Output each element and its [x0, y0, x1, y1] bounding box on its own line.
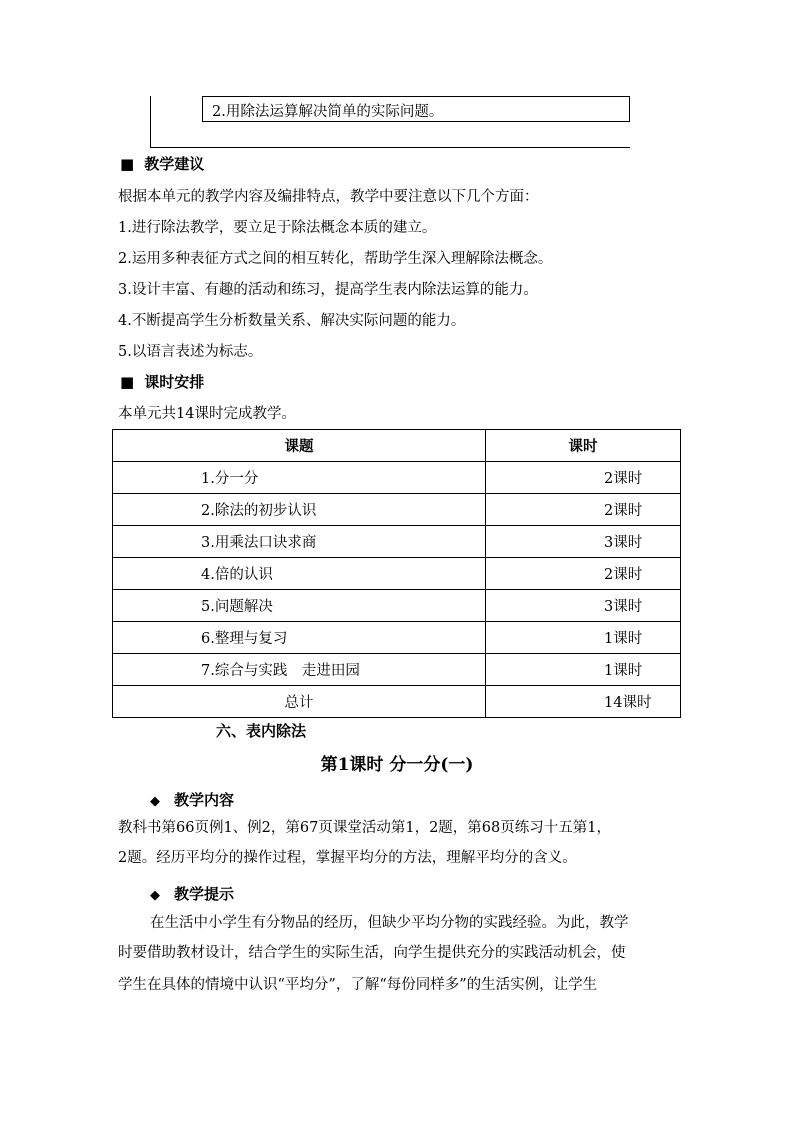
table-header-row — [113, 430, 681, 462]
hours-cell: 3课时 — [486, 526, 681, 558]
topic-cell: 3.用乘法口诀求商 — [113, 526, 486, 558]
hours-cell: 3课时 — [486, 590, 681, 622]
content-line: 教科书第66页例1、例2，第67页课堂活动第1，2题，第68页练习十五第1， — [118, 820, 611, 836]
tips-line: 在生活中小学生有分物品的经历，但缺少平均分物的实践经验。为此，教学 — [150, 915, 629, 931]
topic-cell: 6.整理与复习 — [113, 622, 486, 654]
column-header-hours: 课时 — [486, 430, 681, 462]
hours-cell: 2课时 — [486, 462, 681, 494]
content-line: 2题。经历平均分的操作过程，掌握平均分的方法，理解平均分的含义。 — [118, 850, 577, 866]
suggestion-item: 2.运用多种表征方式之间的相互转化，帮助学生深入理解除法概念。 — [118, 251, 553, 267]
chapter-title: 六、表内除法 — [216, 722, 307, 740]
heading-text: 教学内容 — [174, 791, 235, 809]
heading-text: 课时安排 — [144, 373, 205, 391]
tips-line: 学生在具体的情境中认识“平均分”，了解“每份同样多”的生活实例，让学生 — [118, 977, 598, 993]
table-border-bottom — [150, 147, 630, 148]
topic-cell: 5.问题解决 — [113, 590, 486, 622]
table-row — [113, 622, 681, 654]
table-border-left — [150, 96, 151, 148]
total-hours: 14课时 — [486, 686, 681, 718]
table-row — [113, 590, 681, 622]
topic-cell: 2.除法的初步认识 — [113, 494, 486, 526]
square-bullet-icon: ■ — [120, 373, 135, 391]
hours-cell: 1课时 — [486, 622, 681, 654]
teaching-suggestions-heading — [120, 154, 204, 174]
lesson-title: 第1课时 分一分(一) — [320, 755, 474, 775]
total-label: 总计 — [113, 686, 486, 718]
table-row — [113, 558, 681, 590]
suggestions-intro: 根据本单元的教学内容及编排特点，教学中要注意以下几个方面： — [118, 189, 539, 205]
topic-cell: 1.分一分 — [113, 462, 486, 494]
column-header-topic: 课题 — [113, 430, 486, 462]
schedule-heading — [120, 372, 204, 392]
table-row — [113, 462, 681, 494]
table-row — [113, 494, 681, 526]
suggestion-item: 3.设计丰富、有趣的活动和练习，提高学生表内除法运算的能力。 — [118, 282, 538, 298]
table-total-row — [113, 686, 681, 718]
topic-cell: 4.倍的认识 — [113, 558, 486, 590]
heading-text: 教学建议 — [144, 155, 205, 173]
square-bullet-icon: ■ — [120, 155, 135, 173]
topic-cell: 7.综合与实践 走进田园 — [113, 654, 486, 686]
hours-cell: 1课时 — [486, 654, 681, 686]
schedule-table — [112, 429, 681, 718]
hours-cell: 2课时 — [486, 494, 681, 526]
suggestion-item: 4.不断提高学生分析数量关系、解决实际问题的能力。 — [118, 313, 466, 329]
diamond-bullet-icon: ◆ — [150, 794, 160, 809]
tips-line: 时要借助教材设计，结合学生的实际生活，向学生提供充分的实践活动机会，使 — [118, 945, 626, 961]
hours-cell: 2课时 — [486, 558, 681, 590]
teaching-content-heading — [150, 790, 234, 812]
suggestion-item: 1.进行除法教学，要立足于除法概念本质的建立。 — [118, 220, 437, 236]
table-row — [113, 654, 681, 686]
schedule-intro: 本单元共14课时完成教学。 — [118, 406, 296, 422]
diamond-bullet-icon: ◆ — [150, 888, 160, 903]
objective-line-2: 2.用除法运算解决简单的实际问题。 — [212, 104, 444, 120]
table-row — [113, 526, 681, 558]
teaching-tips-heading — [150, 884, 234, 906]
suggestion-item: 5.以语言表述为标志。 — [118, 344, 263, 360]
heading-text: 教学提示 — [174, 885, 235, 903]
